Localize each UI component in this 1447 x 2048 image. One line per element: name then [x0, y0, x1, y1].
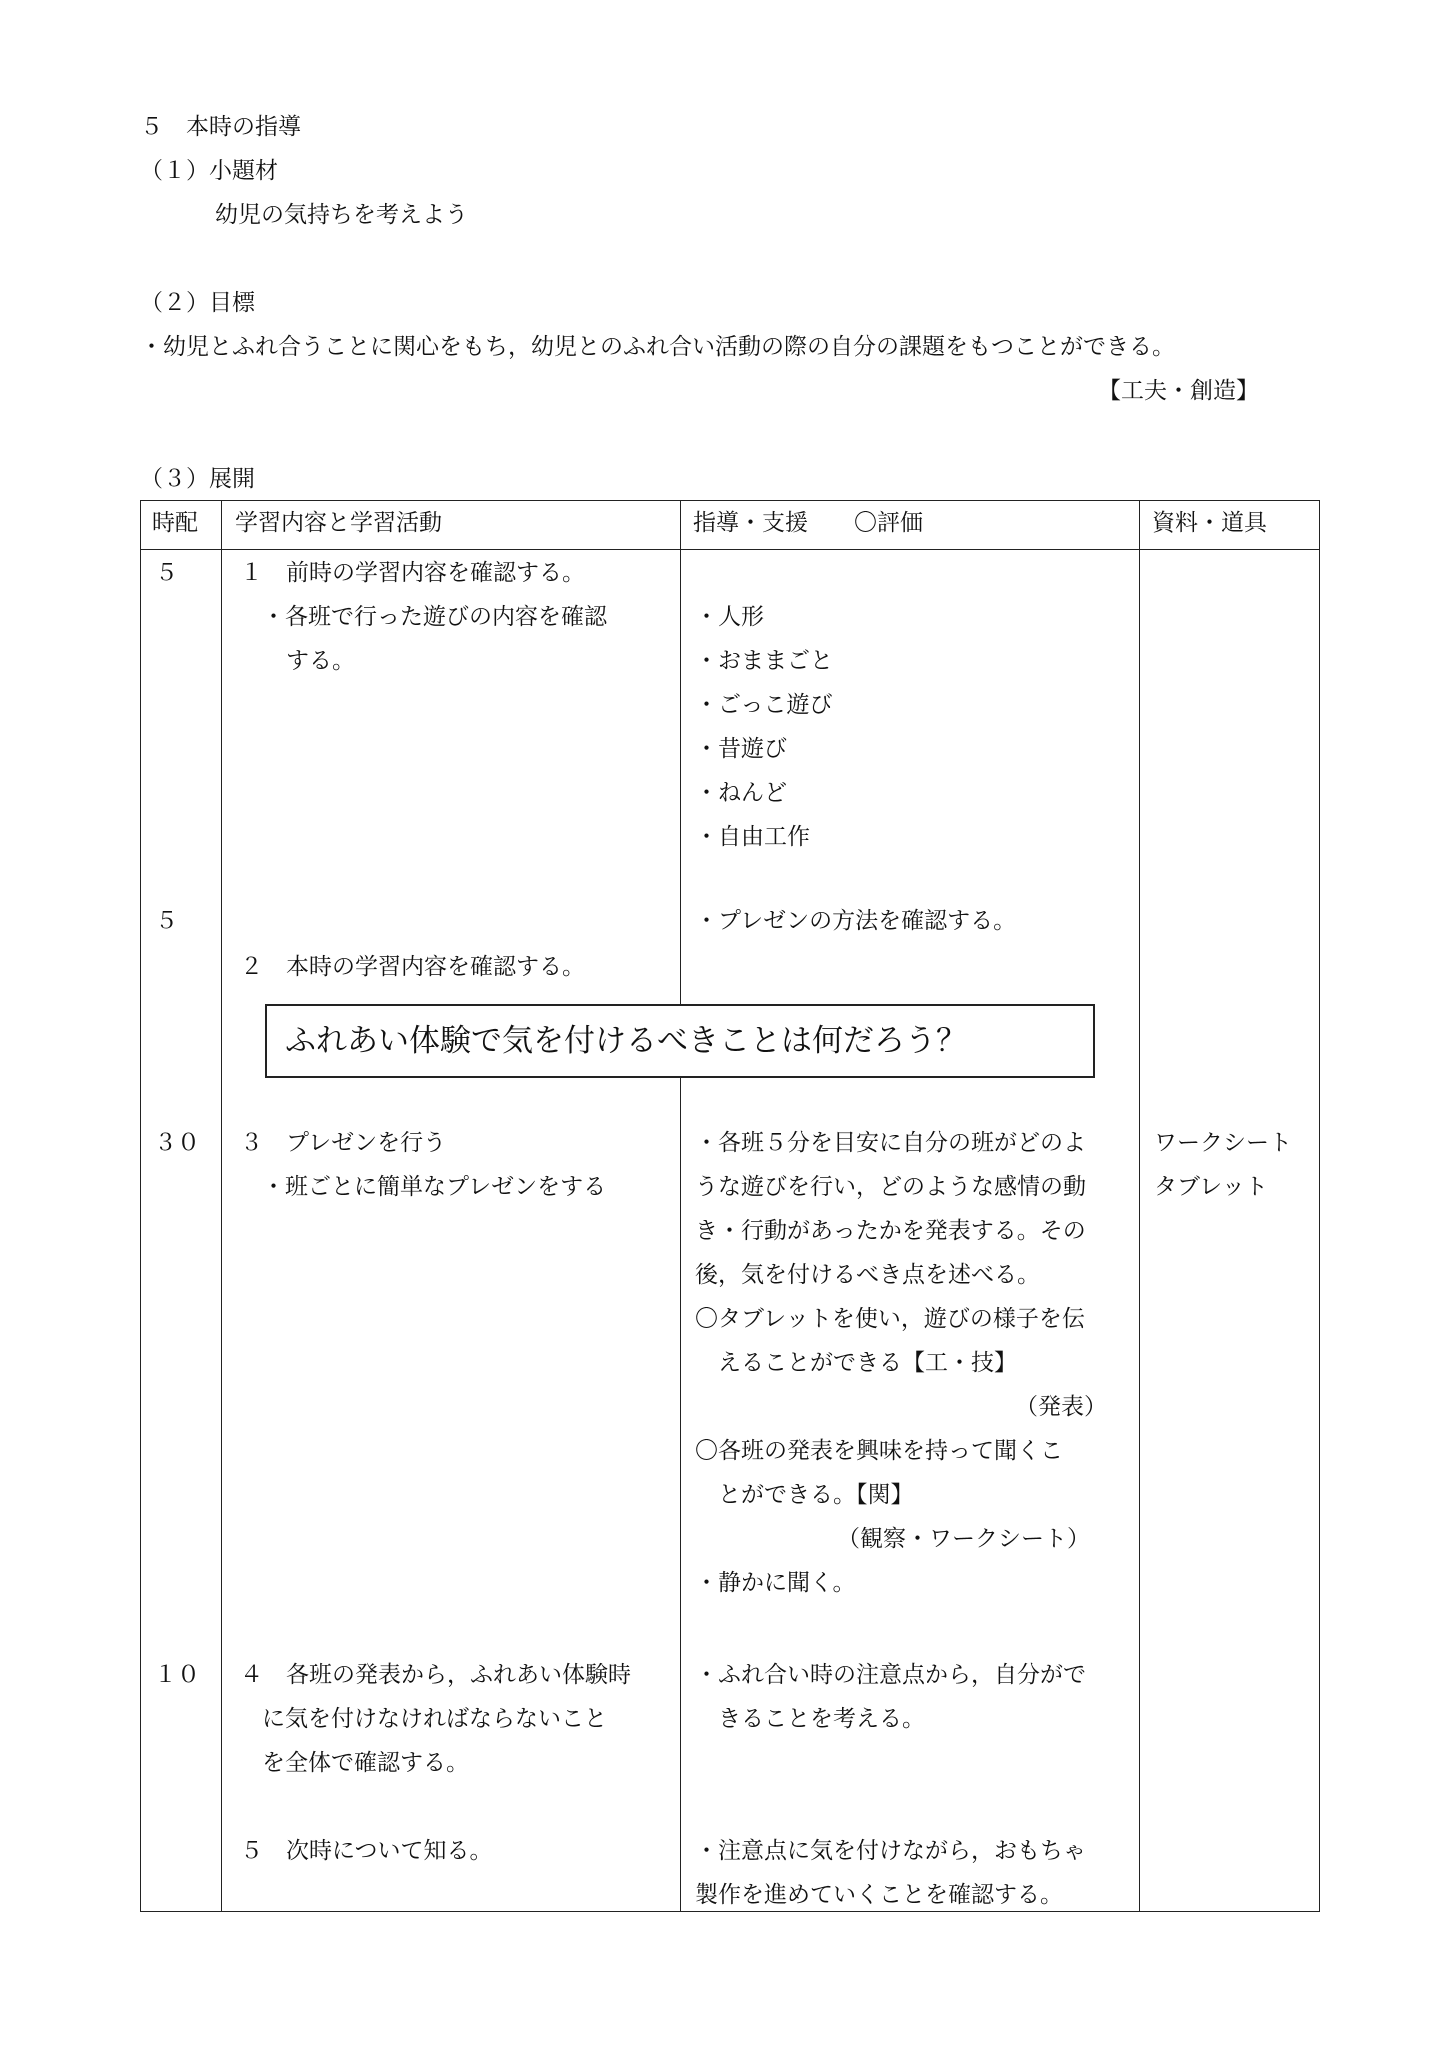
- column-divider-3: [1139, 501, 1140, 1911]
- time-step4: １０: [154, 1662, 200, 1688]
- subtopic-heading: （１）小題材: [140, 158, 278, 184]
- time-step2: ５: [155, 908, 178, 934]
- play-type-item: ・おままごと: [695, 648, 833, 674]
- evaluation-2-cont: とができる。【関】: [718, 1482, 914, 1508]
- subtopic-text: 幼児の気持ちを考えよう: [215, 202, 468, 228]
- evaluation-1-cont: えることができる【工・技】: [718, 1350, 1017, 1376]
- column-divider-2: [680, 501, 681, 1911]
- evaluation-2: 〇各班の発表を興味を持って聞くこ: [695, 1438, 1063, 1464]
- play-type-item: ・ねんど: [695, 780, 787, 806]
- guidance-listen: ・静かに聞く。: [695, 1570, 856, 1596]
- guidance-step4: ・ふれ合い時の注意点から，自分がで: [695, 1662, 1086, 1688]
- header-time: 時配: [152, 510, 198, 536]
- time-step1: ５: [155, 560, 178, 586]
- content-step2: ２ 本時の学習内容を確認する。: [240, 954, 585, 980]
- material-item: タブレット: [1154, 1174, 1268, 1200]
- guidance-step3: ・各班５分を目安に自分の班がどのよ: [695, 1130, 1086, 1156]
- content-step4-cont2: を全体で確認する。: [262, 1750, 469, 1776]
- lesson-theme-box: ふれあい体験で気を付けるべきことは何だろう？: [265, 1004, 1095, 1078]
- content-step3: ３ プレゼンを行う: [240, 1130, 447, 1156]
- play-type-item: ・ごっこ遊び: [695, 692, 833, 718]
- material-item: ワークシート: [1154, 1130, 1292, 1156]
- guidance-step5-cont: 製作を進めていくことを確認する。: [695, 1882, 1063, 1908]
- column-divider-1: [221, 501, 222, 1911]
- evaluation-1-method: （発表）: [1015, 1394, 1107, 1420]
- header-guidance: 指導・支援 〇評価: [693, 510, 923, 536]
- guidance-step3-cont: き・行動があったかを発表する。その: [695, 1218, 1086, 1244]
- objective-text: ・幼児とふれ合うことに関心をもち，幼児とのふれ合い活動の際の自分の課題をもつことができる。: [140, 334, 1175, 360]
- guidance-step4-cont: きることを考える。: [718, 1706, 925, 1732]
- guidance-step5: ・注意点に気を付けながら，おもちゃ: [695, 1838, 1086, 1864]
- guidance-step3-cont: うな遊びを行い，どのような感情の動: [695, 1174, 1086, 1200]
- header-row-divider: [141, 549, 1319, 550]
- content-step1: １ 前時の学習内容を確認する。: [240, 560, 585, 586]
- section-title: ５ 本時の指導: [140, 114, 301, 140]
- objective-tag: 【工夫・創造】: [1098, 378, 1259, 404]
- objective-heading: （２）目標: [140, 290, 255, 316]
- play-type-item: ・自由工作: [695, 824, 810, 850]
- time-step3: ３０: [154, 1130, 200, 1156]
- header-materials: 資料・道具: [1152, 510, 1267, 536]
- guidance-step3-cont: 後，気を付けるべき点を述べる。: [695, 1262, 1040, 1288]
- evaluation-1: 〇タブレットを使い，遊びの様子を伝: [695, 1306, 1085, 1332]
- header-content: 学習内容と学習活動: [235, 510, 442, 536]
- content-step3-sub: ・班ごとに簡単なプレゼンをする: [262, 1174, 607, 1200]
- evaluation-2-method: （観察・ワークシート）: [837, 1526, 1090, 1552]
- guidance-step2: ・プレゼンの方法を確認する。: [695, 908, 1017, 934]
- content-step4: ４ 各班の発表から，ふれあい体験時: [240, 1662, 631, 1688]
- play-type-item: ・人形: [695, 604, 764, 630]
- development-heading: （３）展開: [140, 466, 255, 492]
- content-step4-cont1: に気を付けなければならないこと: [262, 1706, 607, 1732]
- content-step1-sub-cont: する。: [286, 648, 355, 674]
- play-type-item: ・昔遊び: [695, 736, 787, 762]
- content-step1-sub: ・各班で行った遊びの内容を確認: [262, 604, 607, 630]
- content-step5: ５ 次時について知る。: [240, 1838, 493, 1864]
